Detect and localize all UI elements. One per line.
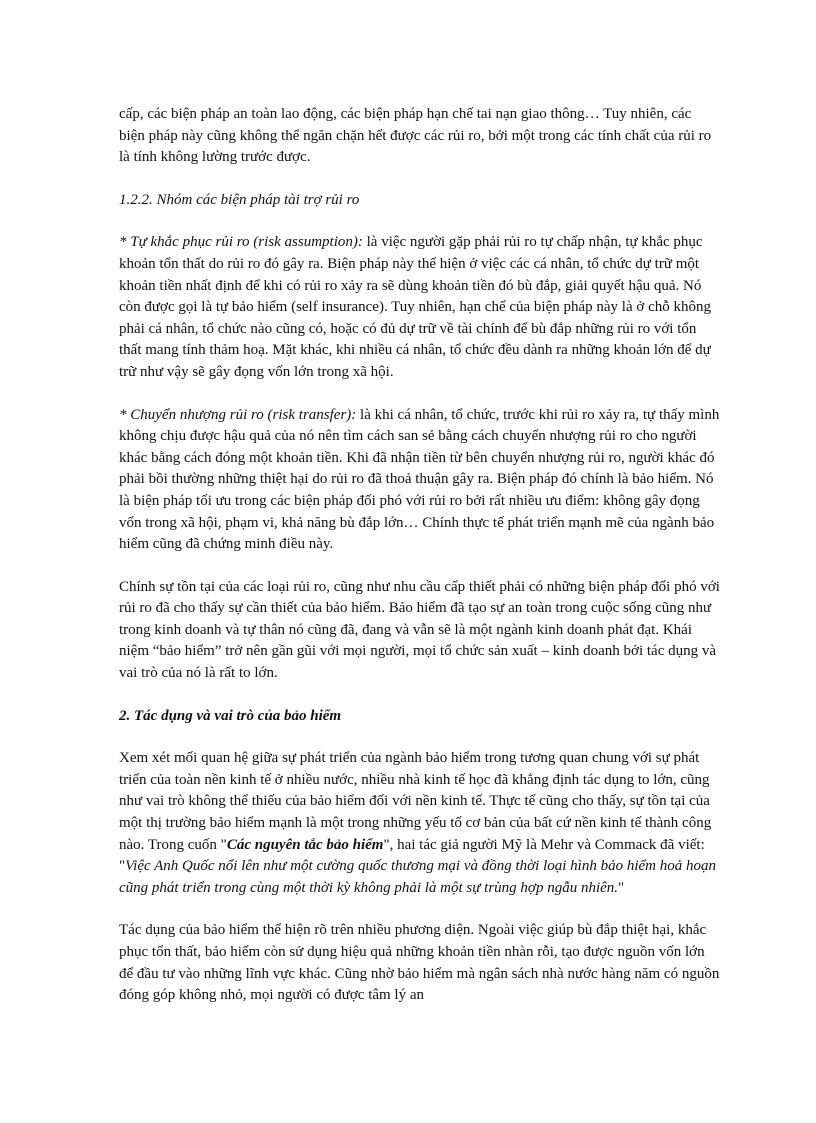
quote-text: Việc Anh Quốc nổi lên như một cường quốc thương mại và đồng thời loại hình bảo hiểm hoả hoạn cũng phát triển trong cùng một thời kỳ không phải là một sự trùng hợp ngẫu nhiên. xyxy=(119,858,716,896)
book-title: Các nguyên tắc bảo hiểm xyxy=(226,836,384,853)
necessity-paragraph: Chính sự tồn tại của các loại rủi ro, cũng như nhu cầu cấp thiết phải có những biện pháp đối phó với rủi ro đã cho thấy sự cần thiết của bảo hiểm. Bảo hiểm đã tạo sự an toàn trong cuộc sống cũng như trong kinh doanh và tự thân nó cũng đã, đang và vẫn sẽ là một ngành kinh doanh phát đạt. Khái niệm “bảo hiểm” trở nên gần gũi với mọi người, mọi tổ chức sản xuất – kinh doanh bởi tác dụng và vai trò của nó là rất to lớn. xyxy=(119,578,720,682)
relation-text-b: ", hai tác giả người Mỹ là Mehr và Commack đã viết: " xyxy=(119,836,705,875)
risk-transfer-text: là khi cá nhân, tổ chức, trước khi rủi ro xảy ra, tự thấy mình không chịu được hậu quả của nó nên tìm cách san sẻ bằng cách chuyển nhượng rủi ro cho người khác bằng cách đóng một khoản tiền. Khi đã nhận tiền từ bên chuyển nhượng rủi ro, người khác đó phải bồi thường những thiệt hại do rủi ro đã thoả thuận gây ra. Biện pháp đó chính là bảo hiểm. Nó là biện pháp tối ưu trong các biện pháp đối phó với rủi ro bởi rất nhiều ưu điểm: không gây đọng vốn trong xã hội, phạm vi, khả năng bù đắp lớn… Chính thực tế phát triển mạnh mẽ của ngành bảo hiểm cũng đã chứng minh điều này. xyxy=(119,406,720,553)
risk-assumption-term: * Tự khắc phục rủi ro (risk assumption): xyxy=(119,234,363,251)
relation-text-c: " xyxy=(618,879,625,896)
risk-transfer-term: * Chuyển nhượng rủi ro (risk transfer): xyxy=(119,406,357,423)
risk-transfer-paragraph xyxy=(119,405,720,556)
risk-assumption-paragraph xyxy=(119,232,720,383)
relation-text-a: Xem xét mối quan hệ giữa sự phát triển của ngành bảo hiểm trong tương quan chung với sự phát triển của toàn nền kinh tế ở nhiều nước, nhiều nhà kinh tế học đã khẳng định tác dụng to lớn, cũng như vai trò không thể thiếu của bảo hiểm đối với nền kinh tế. Thực tế cũng cho thấy, sự tồn tại của một thị trường bảo hiểm mạnh là một trong những yếu tố cơ bản của bất cứ nền kinh tế thành công nào. Trong cuốn " xyxy=(119,750,712,853)
section-heading-2: 2. Tác dụng và vai trò của bảo hiểm xyxy=(119,707,342,724)
effects-paragraph: Tác dụng của bảo hiểm thể hiện rõ trên nhiều phương diện. Ngoài việc giúp bù đắp thiệt hại, khắc phục tổn thất, bảo hiểm còn sử dụng hiệu quả những khoản tiền nhàn rỗi, tạo được nguồn vốn lớn để đầu tư vào những lĩnh vực khác. Cũng nhờ bảo hiểm mà ngân sách nhà nước hàng năm có nguồn đóng góp không nhỏ, mọi người có được tâm lý an xyxy=(119,922,720,1004)
intro-paragraph: cấp, các biện pháp an toàn lao động, các biện pháp hạn chế tai nạn giao thông… Tuy nhiên, các biện pháp này cũng không thể ngăn chặn hết được các rủi ro, bởi một trong các tính chất của rủi ro là tính không lường trước được. xyxy=(119,106,712,166)
risk-assumption-text: là việc người gặp phải rủi ro tự chấp nhận, tự khắc phục khoản tổn thất do rủi ro đó gây ra. Biện pháp này thể hiện ở việc các cá nhân, tổ chức dự trữ một khoản tiền nhất định để khi có rủi ro xảy ra sẽ dùng khoản tiền đó bù đắp, giải quyết hậu quả. Nó còn được gọi là tự bảo hiểm (self insurance). Tuy nhiên, hạn chế của biện pháp này là ở chỗ không phải cá nhân, tổ chức nào cũng có, hoặc có đủ dự trữ về tài chính để bù đắp những rủi ro với tổn thất mang tính thảm hoạ. Mặt khác, khi nhiều cá nhân, tổ chức đều dành ra những khoản lớn để dự trữ như vậy sẽ gây đọng vốn lớn trong xã hội. xyxy=(119,234,711,380)
section-heading-1-2-2: 1.2.2. Nhóm các biện pháp tài trợ rủi ro xyxy=(119,191,360,208)
relation-paragraph xyxy=(119,748,720,899)
